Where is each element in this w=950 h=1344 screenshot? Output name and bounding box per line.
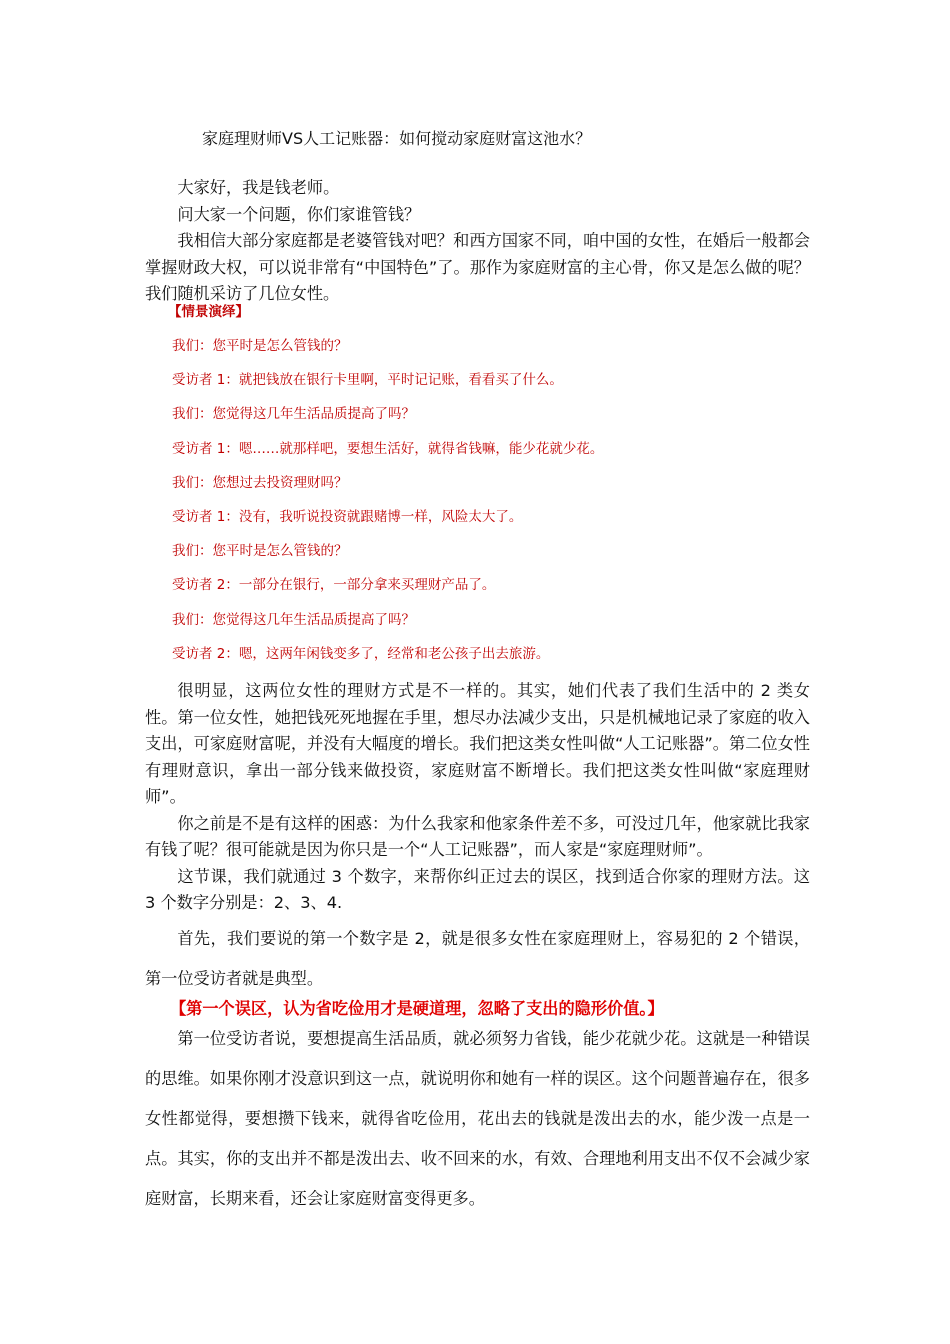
- dialogue-line: 受访者 2：嗯，这两年闲钱变多了，经常和老公孩子出去旅游。: [172, 645, 550, 662]
- mistake-paragraph: 第一位受访者说，要想提高生活品质，就必须努力省钱，能少花就少花。这就是一种错误的思维。如果你刚才没意识到这一点，就说明你和她有一样的误区。这个问题普遍存在，很多女性都觉得，要想攒下钱来，就得省吃俭用，花出去的钱就是泼出去的水，能少泼一点是一点。其实，你的支出并不都是泼出去、收不回来的水，有效、合理地利用支出不仅不会减少家庭财富，长期来看，还会让家庭财富变得更多。: [145, 1029, 810, 1208]
- first-number-section: [145, 919, 810, 999]
- dialogue-line: 我们：您平时是怎么管钱的？: [172, 338, 348, 354]
- analysis-paragraph: 很明显，这两位女性的理财方式是不一样的。其实，她们代表了我们生活中的 2 类女性。第一位女性，她把钱死死地握在手里，想尽办法减少支出，只是机械地记录了家庭的收入支出，可家庭财富呢，并没有大幅度的增长。我们把这类女性叫做“人工记账器”。第二位女性有理财意识，拿出一部分钱来做投资，家庭财富不断增长。我们把这类女性叫做“家庭理财师”。: [145, 681, 810, 806]
- dialogue-line: 受访者 1：没有，我听说投资就跟赌博一样，风险太大了。: [172, 508, 523, 525]
- dialogue-line: 受访者 1：就把钱放在银行卡里啊，平时记记账，看看买了什么。: [172, 372, 563, 389]
- intro-paragraph: 我相信大部分家庭都是老婆管钱对吧？和西方国家不同，咱中国的女性，在婚后一般都会掌握财政大权，可以说非常有“中国特色”了。那作为家庭财富的主心骨，你又是怎么做的呢？我们随机采访了几位女性。: [145, 231, 810, 303]
- analysis-section: [145, 678, 810, 917]
- dialogue-line: 受访者 2：一部分在银行，一部分拿来买理财产品了。: [172, 577, 496, 594]
- mistake-heading: 【第一个误区，认为省吃俭用才是硬道理，忽略了支出的隐形价值。】: [170, 999, 664, 1018]
- dialogue-line: 我们：您平时是怎么管钱的？: [172, 543, 348, 560]
- dialogue-line: 我们：您觉得这几年生活品质提高了吗？: [172, 611, 415, 628]
- mistake-section: [145, 1019, 810, 1219]
- intro-section: [145, 175, 810, 308]
- intro-greeting: 大家好，我是钱老师。: [177, 178, 340, 197]
- document-title: 家庭理财师VS人工记账器：如何搅动家庭财富这池水？: [202, 129, 592, 148]
- first-number-paragraph: 首先，我们要说的第一个数字是 2，就是很多女性在家庭理财上，容易犯的 2 个错误，第一位受访者就是典型。: [145, 929, 810, 988]
- dialogue-line: 我们：您想过去投资理财吗？: [172, 474, 348, 491]
- intro-question: 问大家一个问题，你们家谁管钱？: [177, 204, 421, 224]
- analysis-paragraph: 这节课，我们就通过 3 个数字，来帮你纠正过去的误区，找到适合你家的理财方法。这 3 个数字分别是：2、3、4.: [145, 866, 810, 912]
- dialogue-line: 我们：您觉得这几年生活品质提高了吗？: [172, 406, 415, 423]
- analysis-paragraph: 你之前是不是有这样的困惑：为什么我家和他家条件差不多，可没过几年，他家就比我家有钱了呢？很可能就是因为你只是一个“人工记账器”，而人家是“家庭理财师”。: [145, 813, 810, 859]
- dialogue-line: 受访者 1：嗯……就那样吧，要想生活好，就得省钱嘛，能少花就少花。: [172, 440, 604, 457]
- interview-dialogue: [172, 336, 812, 678]
- scene-heading: 【情景演绎】: [168, 304, 249, 320]
